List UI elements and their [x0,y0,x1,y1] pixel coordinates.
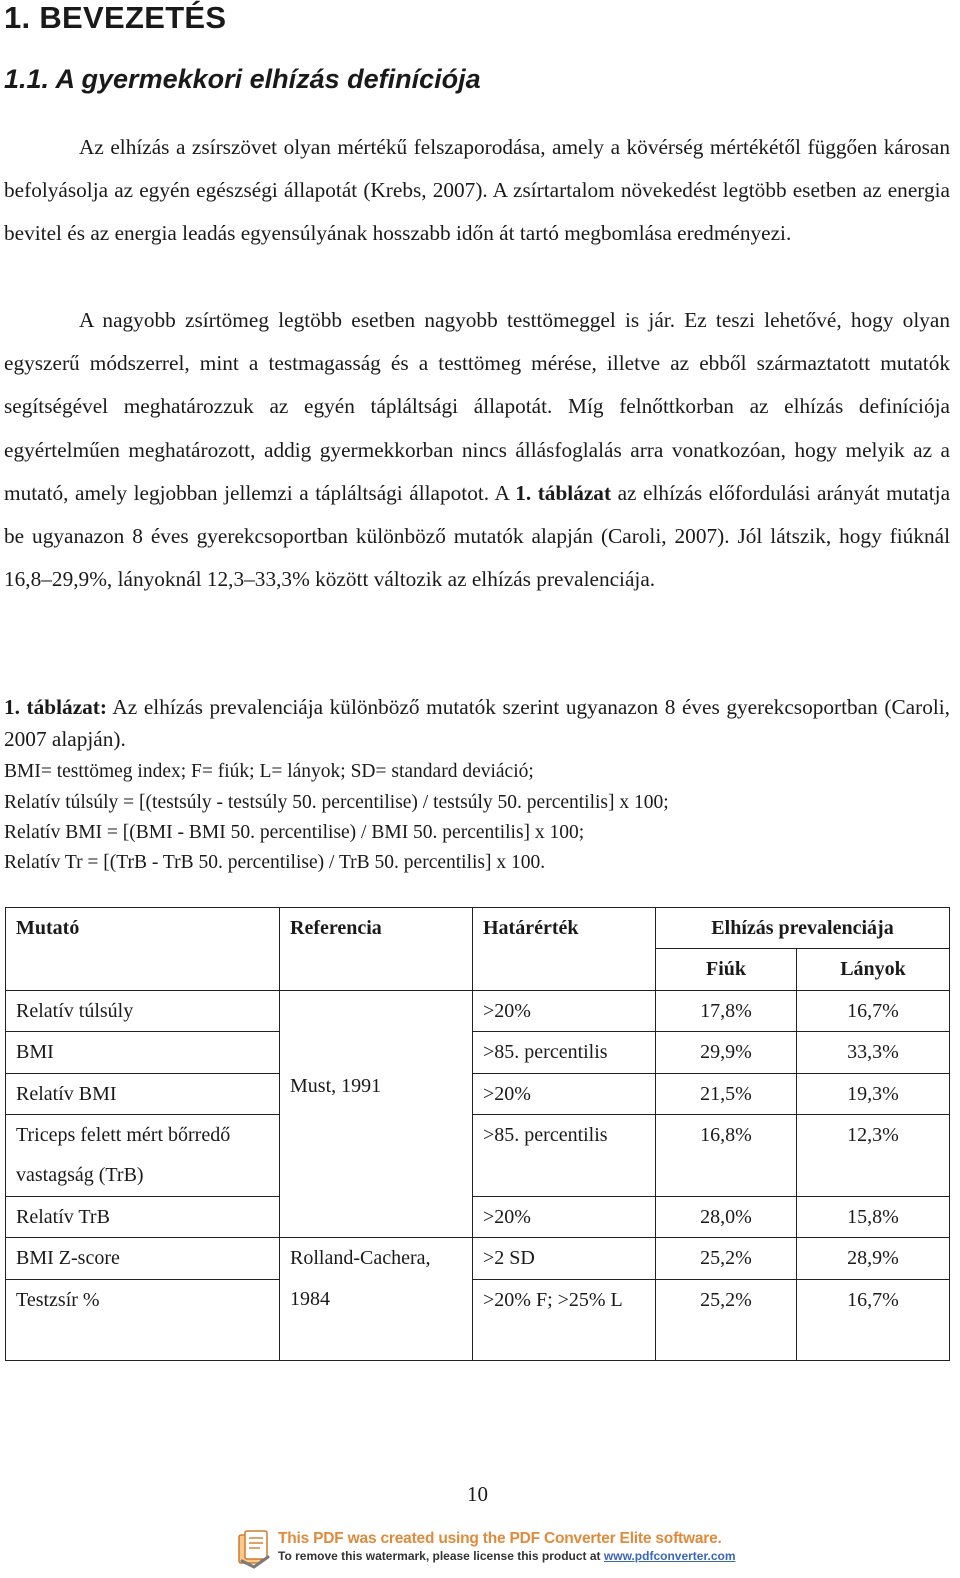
header-prevalencia: Elhízás prevalenciája [656,908,950,949]
cell-fiuk: 29,9% [656,1032,797,1073]
cell-mutato: Testzsír % [6,1279,280,1360]
table-note: Relatív BMI = [(BMI - BMI 50. percentilise) / BMI 50. percentilis] x 100; [4,822,585,843]
cell-fiuk: 16,8% [656,1115,797,1197]
cell-referencia: Rolland-Cachera, 1984 [280,1238,473,1360]
watermark-title: This PDF was created using the PDF Converter Elite software. [278,1530,722,1547]
paragraph-definition: Az elhízás a zsírszövet olyan mértékű felszaporodása, amely a kövérség mértékétől függően károsan befolyásolja az egyén egészségi állapotát (Krebs, 2007). A zsírtartalom növekedést legtöbb esetben az energia bevitel és az energia leadás egyensúlyának hosszabb időn át tartó megbomlása eredményezi. [4,135,950,246]
cell-hatarertek: >20% [473,1196,656,1237]
cell-hatarertek: >85. percentilis [473,1115,656,1197]
cell-lanyok: 15,8% [797,1196,950,1237]
paragraph-text: az elhízás előfordulási arányát mutatja be ugyanazon 8 éves gyerekcsoportban különböző mutatók alapján (Caroli, 2007). Jól látszik, hogy fiúknál 16,8–29,9%, lányoknál 12,3–33,3% között változik az elhízás prevalenciája. [4,480,951,592]
cell-lanyok: 28,9% [797,1238,950,1279]
reference-must: Must, 1991 [290,1075,382,1098]
cell-mutato: Relatív BMI [6,1073,280,1114]
cell-fiuk: 25,2% [656,1279,797,1360]
cell-fiuk: 28,0% [656,1196,797,1237]
cell-fiuk: 21,5% [656,1073,797,1114]
table-reference: 1. táblázat [515,480,612,505]
table-row [6,1279,950,1360]
cell-fiuk: 17,8% [656,990,797,1031]
cell-mutato: Relatív túlsúly [6,990,280,1031]
table-note: BMI= testtömeg index; F= fiúk; L= lányok; SD= standard deviáció; [4,761,534,782]
cell-lanyok: 19,3% [797,1073,950,1114]
cell-fiuk: 25,2% [656,1238,797,1279]
cell-hatarertek: >20% F; >25% L [473,1279,656,1360]
cell-hatarertek: >85. percentilis [473,1032,656,1073]
cell-lanyok: 12,3% [797,1115,950,1197]
cell-hatarertek: >2 SD [473,1238,656,1279]
cell-lanyok: 33,3% [797,1032,950,1073]
prevalence-table [5,907,950,1361]
cell-hatarertek: >20% [473,990,656,1031]
header-hatarertek: Határérték [473,908,656,991]
header-referencia: Referencia [280,908,473,991]
page-number: 10 [467,1482,488,1506]
table-caption-text: Az elhízás prevalenciája különböző mutatók szerint ugyanazon 8 éves gyerekcsoportban (Caroli, 2007 alapján). [4,695,951,751]
header-lanyok: Lányok [797,949,950,990]
cell-mutato: BMI Z-score [6,1238,280,1279]
table-row [6,1032,950,1073]
cell-lanyok: 16,7% [797,1279,950,1360]
table-note: Relatív Tr = [(TrB - TrB 50. percentilise) / TrB 50. percentilis] x 100. [4,852,546,873]
pdf-watermark [236,1526,736,1574]
cell-mutato: Relatív TrB [6,1196,280,1237]
table-caption-label: 1. táblázat: [4,695,107,719]
watermark-license [278,1549,736,1563]
watermark-link[interactable]: www.pdfconverter.com [603,1549,736,1563]
pdf-converter-logo-icon [236,1529,272,1569]
table-row [6,990,950,1031]
paragraph-measurement [4,299,950,601]
table-note: Relatív túlsúly = [(testsúly - testsúly 50. percentilise) / testsúly 50. percentilis] x 100; [4,792,669,813]
header-mutato: Mutató [6,908,280,991]
table-row [6,1115,950,1197]
header-fiuk: Fiúk [656,949,797,990]
cell-mutato: BMI [6,1032,280,1073]
watermark-license-text: To remove this watermark, please license this product at [278,1549,601,1563]
section-heading: 1.1. A gyermekkori elhízás definíciója [4,64,481,94]
cell-referencia [280,990,473,1237]
cell-lanyok: 16,7% [797,990,950,1031]
table-row [6,1196,950,1237]
paragraph-text: A nagyobb zsírtömeg legtöbb esetben nagyobb testtömeggel is jár. Ez teszi lehetővé, hogy olyan egyszerű módszerrel, mint a testmagasság és a testtömeg mérése, illetve az ebből származtatott mutatók segítségével meghatározzuk az egyén tápláltsági állapotát. Míg felnőttkorban az elhízás definíciója egyértelműen meghatározott, addig gyermekkorban nincs állásfoglalás arra vonatkozóan, hogy melyik az a mutató, amely legjobban jellemzi a tápláltsági állapotot. A [4,308,950,505]
table-row [6,1238,950,1279]
table-row [6,1073,950,1114]
table-caption [4,691,950,755]
chapter-heading: 1. BEVEZETÉS [4,0,227,35]
cell-mutato: Triceps felett mért bőrredő vastagság (TrB) [6,1115,280,1197]
cell-hatarertek: >20% [473,1073,656,1114]
